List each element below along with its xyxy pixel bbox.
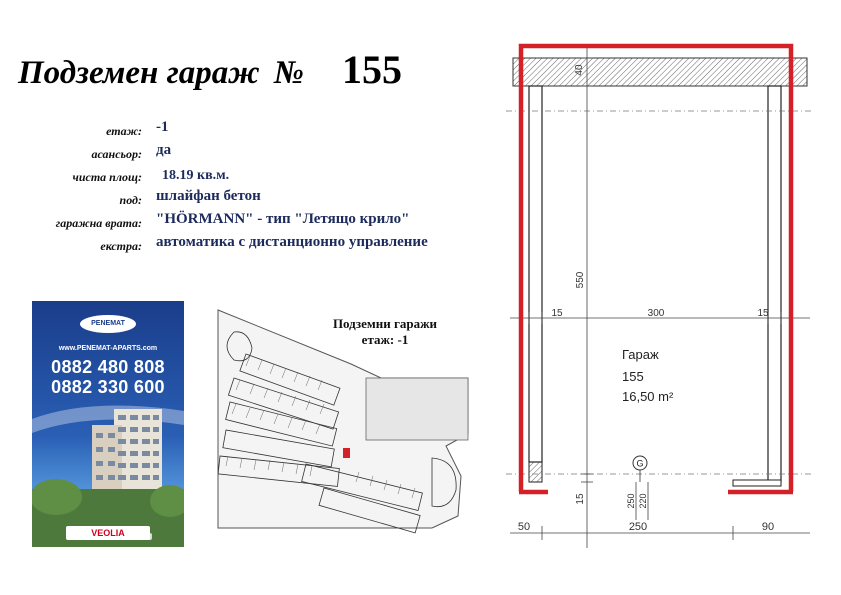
dim-door-height: 250 xyxy=(626,493,636,509)
spec-value: "HÖRMANN" - тип "Летящо крило" xyxy=(156,211,410,227)
door-jamb xyxy=(733,480,781,486)
spec-label: под: xyxy=(119,193,142,207)
room-number: 155 xyxy=(622,369,644,384)
right-wall xyxy=(768,86,781,482)
dim-door-sill: 220 xyxy=(638,493,648,509)
dim-depth: 550 xyxy=(575,271,586,289)
title-prefix: Подземен гараж xyxy=(18,55,260,91)
spec-value: шлайфан бетон xyxy=(156,188,261,204)
dim-right-wall: 15 xyxy=(757,308,769,319)
room-name: Гараж xyxy=(622,347,659,362)
dim-wall: 40 xyxy=(574,64,585,76)
top-wall xyxy=(513,58,807,86)
spec-label: екстра: xyxy=(100,239,142,253)
spec-label: гаражна врата: xyxy=(55,216,142,230)
dim-left-wall: 15 xyxy=(551,308,563,319)
garage-number: 155 xyxy=(341,47,402,92)
spec-value: 18.19 кв.м. xyxy=(162,168,230,183)
dim-door-width: 250 xyxy=(628,521,648,533)
axis-label: G xyxy=(636,458,644,469)
spec-label: етаж: xyxy=(106,124,142,138)
dim-left: 50 xyxy=(517,521,531,533)
ad-phone-2: 0882 330 600 xyxy=(51,377,165,397)
garage-highlight xyxy=(521,46,791,492)
dim-width: 300 xyxy=(647,308,665,319)
dim-right: 90 xyxy=(761,521,775,533)
brand-logo: PENEMAT xyxy=(80,315,136,333)
ad-url: www.PENEMAT-APARTS.com xyxy=(58,345,158,352)
room-area: 16,50 m² xyxy=(622,389,674,404)
dim-bottom-wall: 15 xyxy=(575,493,586,505)
spec-value: -1 xyxy=(156,119,169,135)
spec-value: автоматика с дистанционно управление xyxy=(156,234,428,250)
dimension-line-depth xyxy=(581,44,593,548)
left-wall xyxy=(529,86,542,462)
site-map-title-line1: Подземни гаражи xyxy=(332,316,438,331)
spec-value: да xyxy=(156,142,172,158)
partner-logo: VEOLIA xyxy=(66,526,150,540)
spec-label: чиста площ: xyxy=(72,170,142,184)
site-map-title-line2: етаж: -1 xyxy=(361,332,409,347)
ad-phone-1: 0882 480 808 xyxy=(51,357,165,377)
column xyxy=(529,462,542,482)
number-sign: № xyxy=(273,55,304,91)
grid-lines xyxy=(506,111,812,474)
spec-label: асансьор: xyxy=(91,147,142,161)
